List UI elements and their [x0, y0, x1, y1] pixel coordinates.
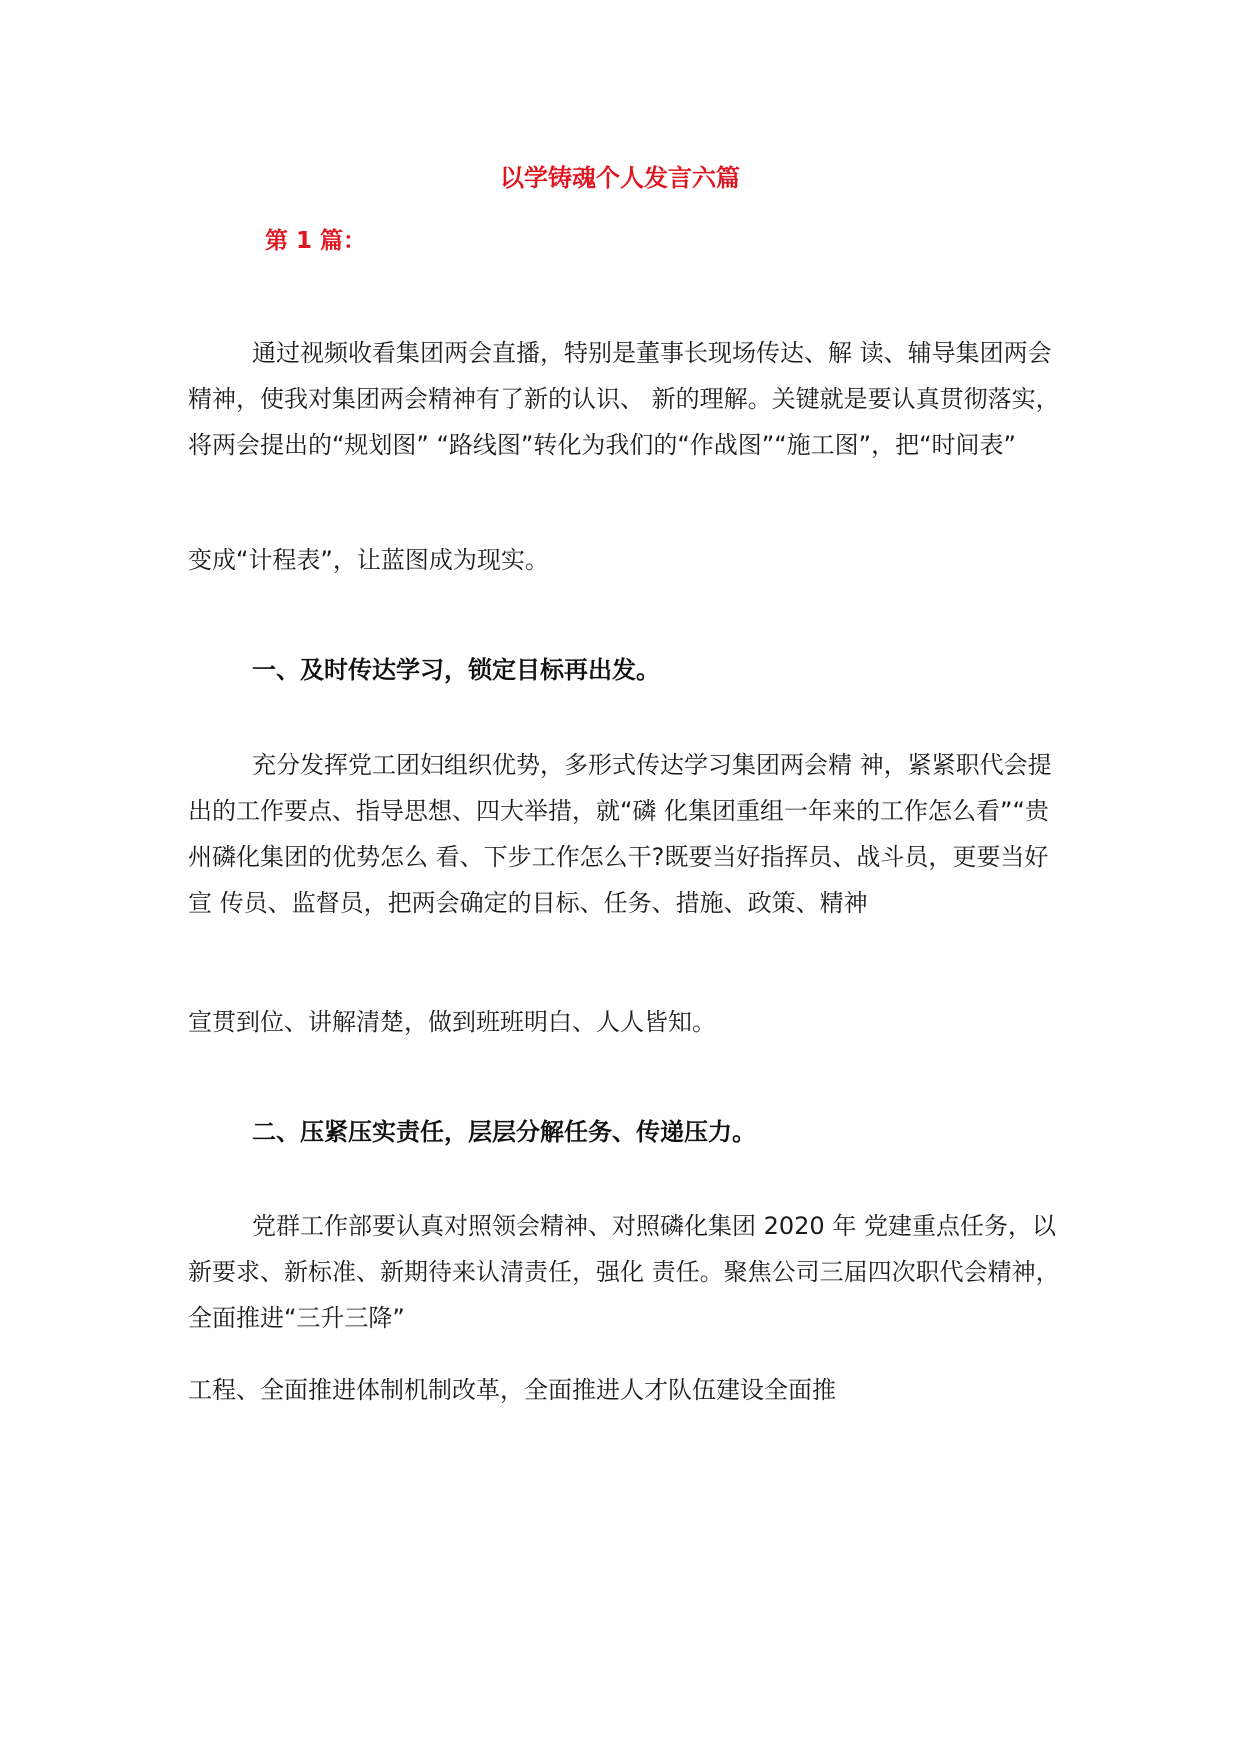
- section-1-heading: 一、及时传达学习，锁定目标再出发。: [252, 656, 660, 684]
- section-1-body: [188, 742, 1068, 926]
- section-2-body: [188, 1203, 1068, 1341]
- section-2-tail: 工程、全面推进体制机制改革，全面推进人才队伍建设全面推: [188, 1376, 836, 1404]
- part-heading: 第 1 篇：: [265, 228, 367, 254]
- section-1-text: 充分发挥党工团妇组织优势，多形式传达学习集团两会精 神，紧紧职代会提出的工作要点、指导思想、四大举措，就“磷 化集团重组一年来的工作怎么看”“贵州磷化集团的优势怎么 看、下步工作怎么干?既要当好指挥员、战斗员，更要当好宣 传员、监督员，把两会确定的目标、任务、措施、政策、精神: [188, 751, 1052, 917]
- paragraph-1-body: [188, 330, 1068, 468]
- section-2-heading: 二、压紧压实责任，层层分解任务、传递压力。: [252, 1118, 756, 1146]
- section-1-tail: 宣贯到位、讲解清楚，做到班班明白、人人皆知。: [188, 1008, 716, 1036]
- document-title: 以学铸魂个人发言六篇: [500, 164, 740, 192]
- paragraph-1-text: 通过视频收看集团两会直播，特别是董事长现场传达、解 读、辅导集团两会精神，使我对集团两会精神有了新的认识、 新的理解。关键就是要认真贯彻落实，将两会提出的“规划图” “路线图”转化为我们的“作战图”“施工图”，把“时间表”: [188, 339, 1060, 459]
- section-2-text: 党群工作部要认真对照领会精神、对照磷化集团 2020 年 党建重点任务，以新要求、新标准、新期待来认清责任，强化 责任。聚焦公司三届四次职代会精神，全面推进“三升三降”: [188, 1212, 1060, 1332]
- paragraph-1-tail: 变成“计程表”，让蓝图成为现实。: [188, 546, 549, 574]
